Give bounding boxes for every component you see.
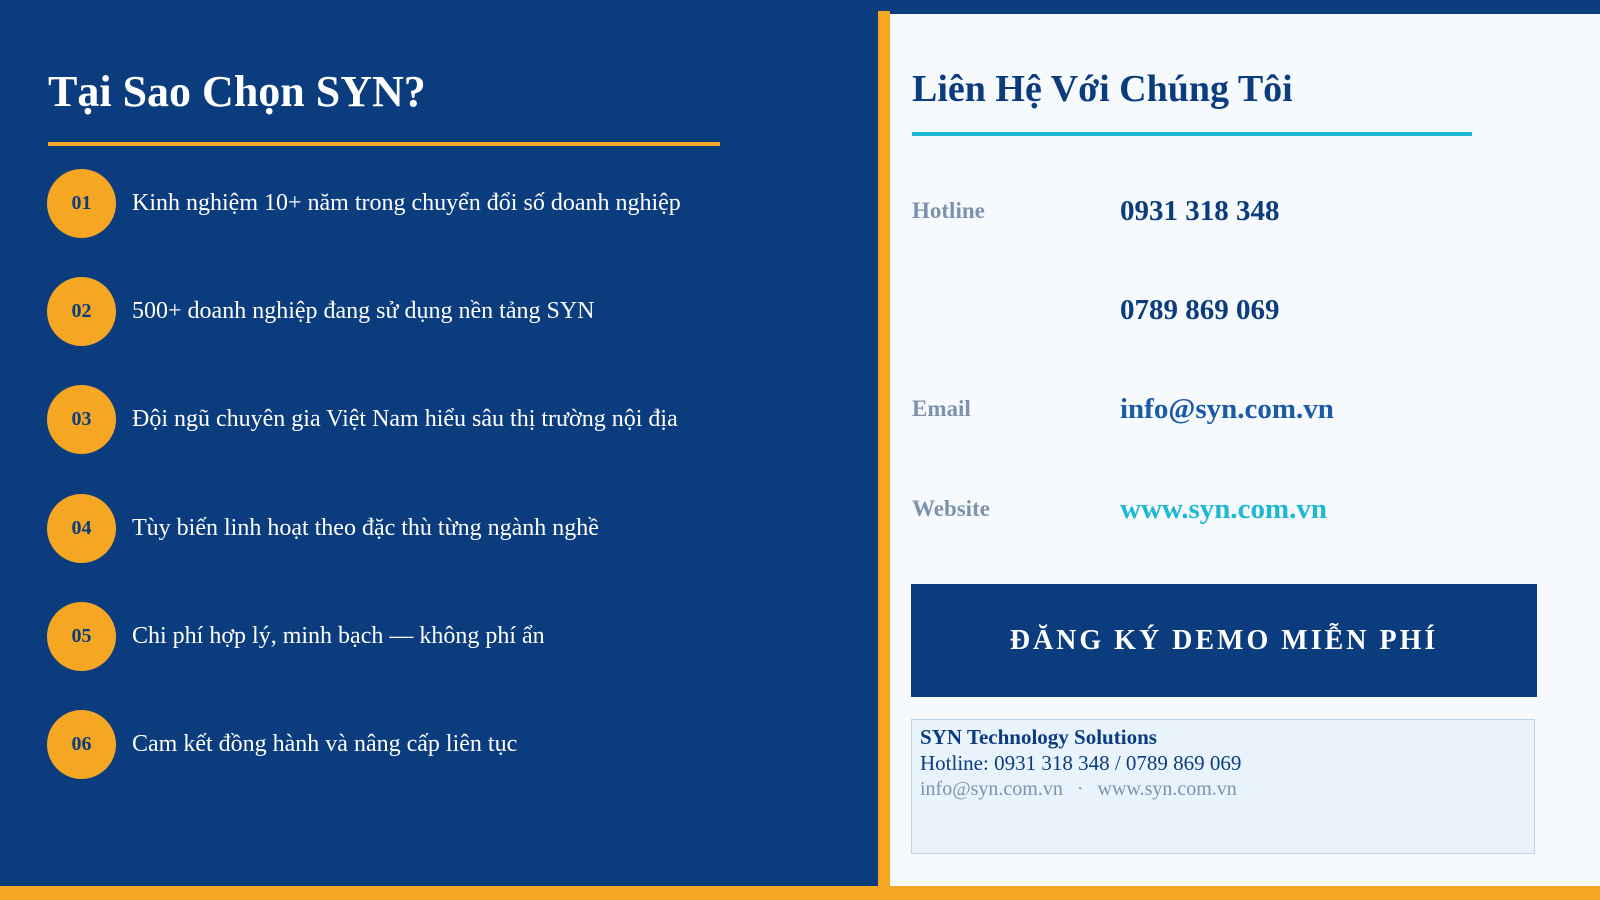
top-strip: [878, 0, 1600, 14]
why-title-underline: [48, 142, 720, 146]
hotline-label: Hotline: [912, 198, 985, 223]
reason-text: 500+ doanh nghiệp đang sử dụng nền tảng SYN: [132, 297, 595, 324]
email-label: Email: [912, 396, 971, 421]
reason-number-badge: 02: [47, 277, 116, 346]
reason-item: [47, 601, 545, 671]
company-hotline: Hotline: 0931 318 348 / 0789 869 069: [920, 751, 1242, 775]
company-name: SYN Technology Solutions: [920, 725, 1157, 749]
reason-number-badge: 06: [47, 710, 116, 779]
reason-number-badge: 01: [47, 169, 116, 238]
contact-title: Liên Hệ Với Chúng Tôi: [912, 68, 1293, 110]
register-demo-button[interactable]: ĐĂNG KÝ DEMO MIỄN PHÍ: [911, 584, 1537, 697]
reason-item: [47, 384, 678, 454]
reason-text: Đội ngũ chuyên gia Việt Nam hiểu sâu thị trường nội địa: [132, 405, 678, 432]
company-website-link[interactable]: www.syn.com.vn: [1097, 778, 1237, 800]
reason-text: Tùy biến linh hoạt theo đặc thù từng ngành nghề: [132, 514, 599, 541]
reason-number-badge: 04: [47, 494, 116, 563]
company-info-box: [911, 719, 1535, 854]
email-link[interactable]: info@syn.com.vn: [1120, 393, 1334, 425]
website-link[interactable]: www.syn.com.vn: [1120, 493, 1328, 525]
reason-item: [47, 276, 595, 346]
hotline-number-2[interactable]: 0789 869 069: [1120, 294, 1280, 326]
reason-number-badge: 03: [47, 385, 116, 454]
contact-title-underline: [912, 132, 1472, 136]
separator-dot: ·: [1076, 778, 1084, 800]
reason-text: Cam kết đồng hành và nâng cấp liên tục: [132, 730, 518, 757]
reason-number-badge: 05: [47, 602, 116, 671]
reason-item: [47, 168, 681, 238]
reason-text: Chi phí hợp lý, minh bạch — không phí ẩn: [132, 622, 545, 649]
company-email-link[interactable]: info@syn.com.vn: [920, 778, 1063, 800]
bottom-accent-bar: [0, 886, 1600, 900]
panel-divider: [878, 11, 890, 900]
reason-item: [47, 493, 599, 563]
reason-text: Kinh nghiệm 10+ năm trong chuyển đổi số doanh nghiệp: [132, 189, 681, 216]
website-label: Website: [912, 496, 990, 521]
reason-item: [47, 709, 517, 779]
hotline-number-1[interactable]: 0931 318 348: [1120, 195, 1280, 227]
why-title: Tại Sao Chọn SYN?: [48, 67, 426, 116]
company-links: [920, 776, 1526, 802]
